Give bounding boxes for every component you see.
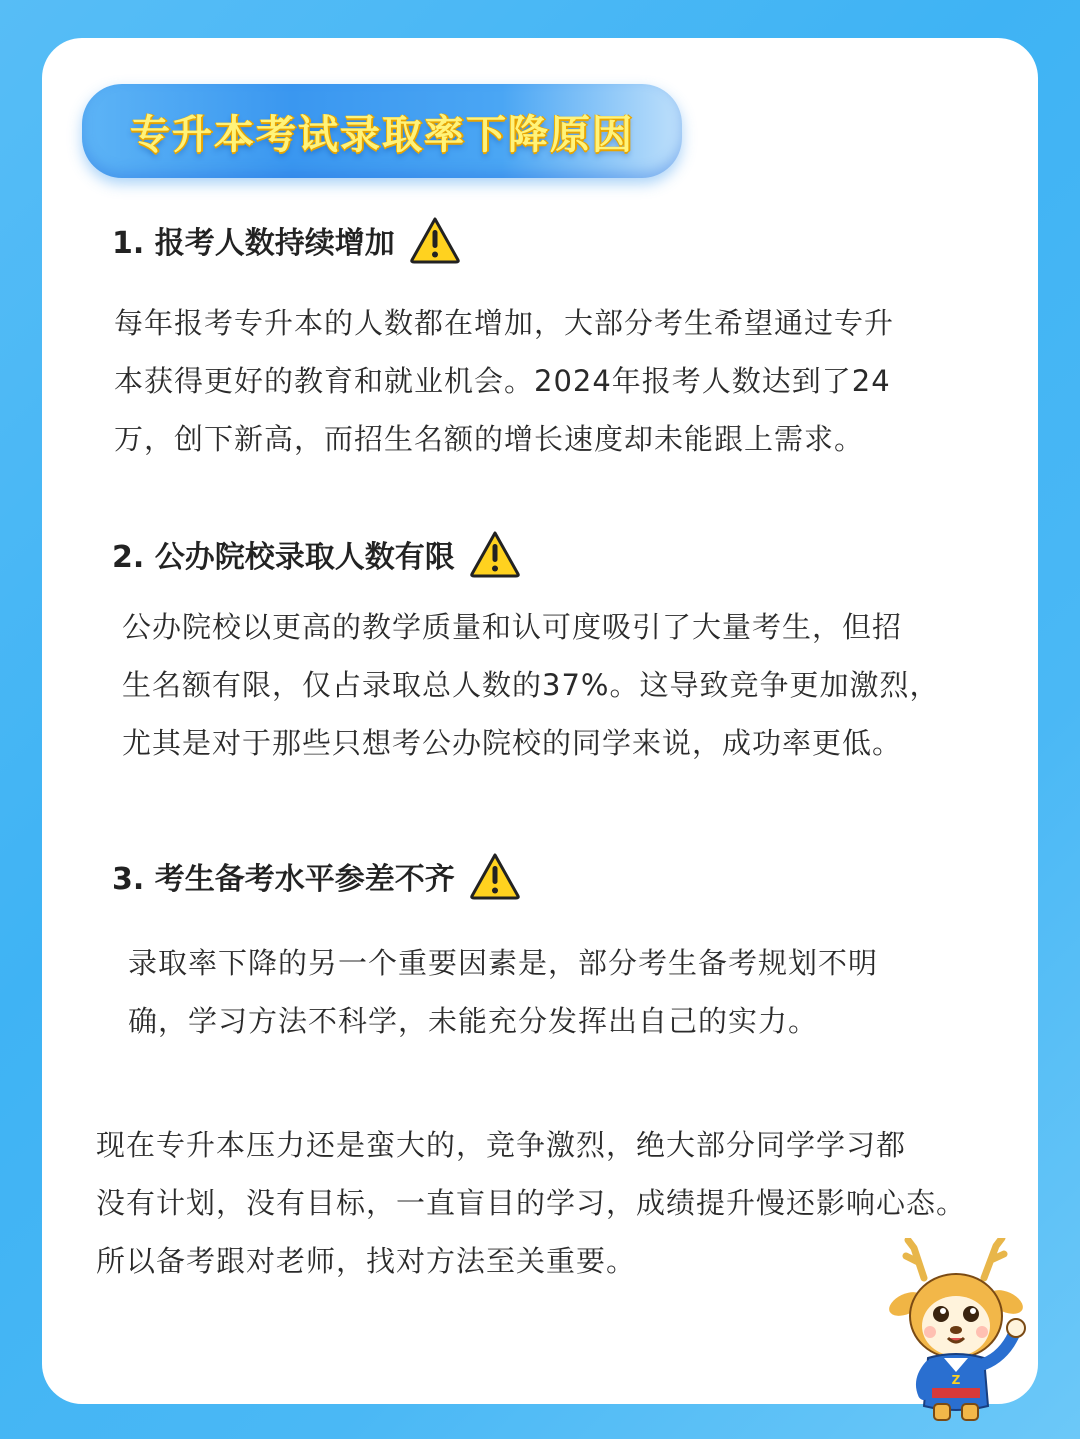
section-1-heading-text: 1. 报考人数持续增加 (112, 226, 395, 261)
warning-icon (469, 852, 521, 900)
section-2-heading (112, 530, 521, 578)
section-3-body: 录取率下降的另一个重要因素是，部分考生备考规划不明 确，学习方法不科学，未能充分发挥出自己的实力。 (128, 946, 879, 1038)
page-title: 专升本考试录取率下降原因 (130, 111, 634, 158)
section-2-heading-text: 2. 公办院校录取人数有限 (112, 540, 455, 575)
deer-mascot-icon (884, 1238, 1034, 1424)
section-1-heading (112, 216, 461, 264)
section-1-body: 每年报考专升本的人数都在增加，大部分考生希望通过专升 本获得更好的教育和就业机会。2024年报考人数达到了24 万，创下新高，而招生名额的增长速度却未能跟上需求。 (114, 306, 895, 456)
title-banner (82, 84, 682, 178)
section-3-heading-text: 3. 考生备考水平参差不齐 (112, 862, 455, 897)
section-2-body: 公办院校以更高的教学质量和认可度吸引了大量考生，但招 生名额有限，仅占录取总人数的37%。这导致竞争更加激烈， 尤其是对于那些只想考公办院校的同学来说，成功率更低。 (122, 610, 940, 760)
section-3-heading (112, 852, 521, 900)
conclusion-text: 现在专升本压力还是蛮大的，竞争激烈，绝大部分同学学习都 没有计划，没有目标，一直盲目的学习，成绩提升慢还影响心态。 所以备考跟对老师，找对方法至关重要。 (96, 1128, 967, 1278)
warning-icon (409, 216, 461, 264)
warning-icon (469, 530, 521, 578)
svg-text:Z: Z (951, 1373, 961, 1387)
